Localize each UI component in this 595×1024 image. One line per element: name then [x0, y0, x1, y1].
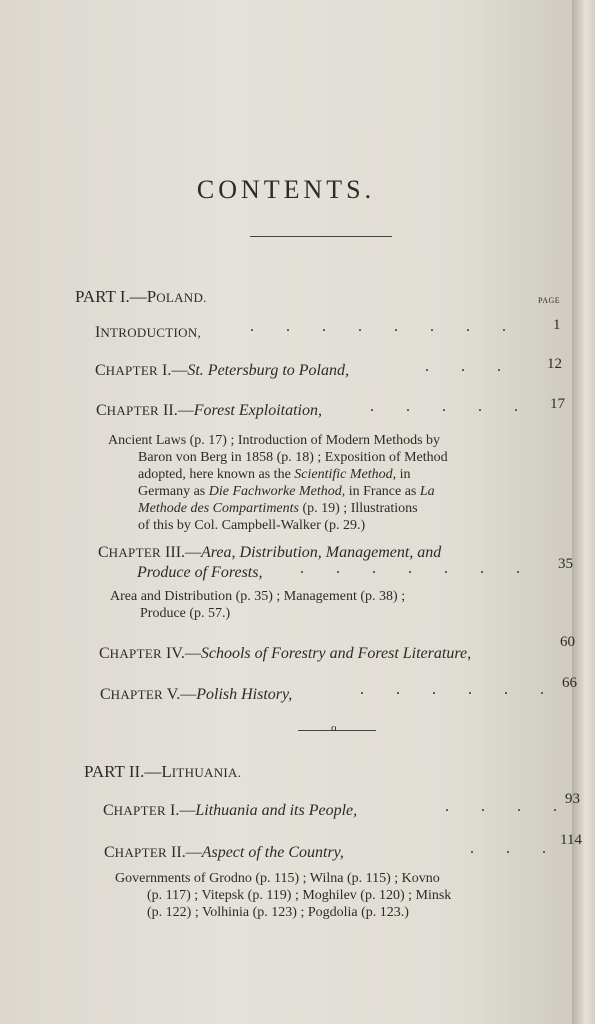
- part1-ch2-leader: . . . . .: [370, 398, 532, 415]
- part1-ch4-page: 60: [560, 634, 575, 650]
- page-title: CONTENTS.: [196, 175, 376, 204]
- part1-ch3-title-line2: Produce of Forests,: [137, 564, 263, 581]
- page-column-header: PAGE: [538, 296, 561, 305]
- part1-ch1-leader: . . .: [425, 358, 515, 375]
- part1-ch1-page: 12: [547, 356, 562, 372]
- part1-ch5-leader: . . . . . .: [360, 681, 558, 698]
- part2-ch2-page: 114: [560, 832, 582, 848]
- part1-intro-leader: . . . . . . . .: [250, 318, 520, 335]
- part1-ch5-entry: CHAPTER V.—Polish History,: [100, 686, 293, 703]
- part1-ch3-page: 35: [558, 556, 573, 572]
- part1-intro-page: 1: [553, 317, 561, 333]
- page-edge: [572, 0, 595, 1024]
- part2-heading: PART II.—LITHUANIA.: [84, 762, 242, 781]
- part1-ch2-summary: Ancient Laws (p. 17) ; Introduction of Modern Methods by Baron von Berg in 1858 (p. 18) ; Exposition of Method adopted, here known as the Scientific Method, in Germany as Die Fachworke Method, in France as La Methode des Compartiments (p. 19) ; Illustrations of this by Col. Campbell-Walker (p. 29.): [108, 433, 448, 533]
- part2-ch2-summary: Governments of Grodno (p. 115) ; Wilna (p. 115) ; Kovno (p. 117) ; Vitepsk (p. 119) ; Moghilev (p. 120) ; Minsk (p. 122) ; Volhinia (p. 123) ; Pogdolia (p. 123.): [115, 871, 452, 920]
- part2-ch1-page: 93: [565, 791, 580, 807]
- part2-ch2-leader: . . .: [470, 840, 560, 857]
- section-ornament-rule: [298, 730, 376, 731]
- part1-ch3-entry: CHAPTER III.—Area, Distribution, Management, and: [98, 544, 442, 561]
- part1-intro-label: INTRODUCTION,: [95, 324, 202, 341]
- part1-ch1-entry: CHAPTER I.—St. Petersburg to Poland,: [95, 362, 349, 379]
- part1-ch3-summary: Area and Distribution (p. 35) ; Management (p. 38) ; Produce (p. 57.): [110, 589, 406, 621]
- part1-ch2-entry: CHAPTER II.—Forest Exploitation,: [96, 402, 322, 419]
- part2-ch1-leader: . . . .: [445, 798, 571, 815]
- part1-ch2-page: 17: [550, 396, 565, 412]
- section-ornament: o: [331, 722, 337, 734]
- title-rule: [250, 236, 392, 237]
- part1-ch3-leader: . . . . . . .: [300, 560, 534, 577]
- part2-ch1-entry: CHAPTER I.—Lithuania and its People,: [103, 802, 358, 819]
- part1-ch5-page: 66: [562, 675, 577, 691]
- part1-ch4-entry: CHAPTER IV.—Schools of Forestry and Forest Literature,: [99, 645, 472, 662]
- part1-heading: PART I.—POLAND.: [75, 287, 207, 306]
- part2-ch2-entry: CHAPTER II.—Aspect of the Country,: [104, 844, 344, 861]
